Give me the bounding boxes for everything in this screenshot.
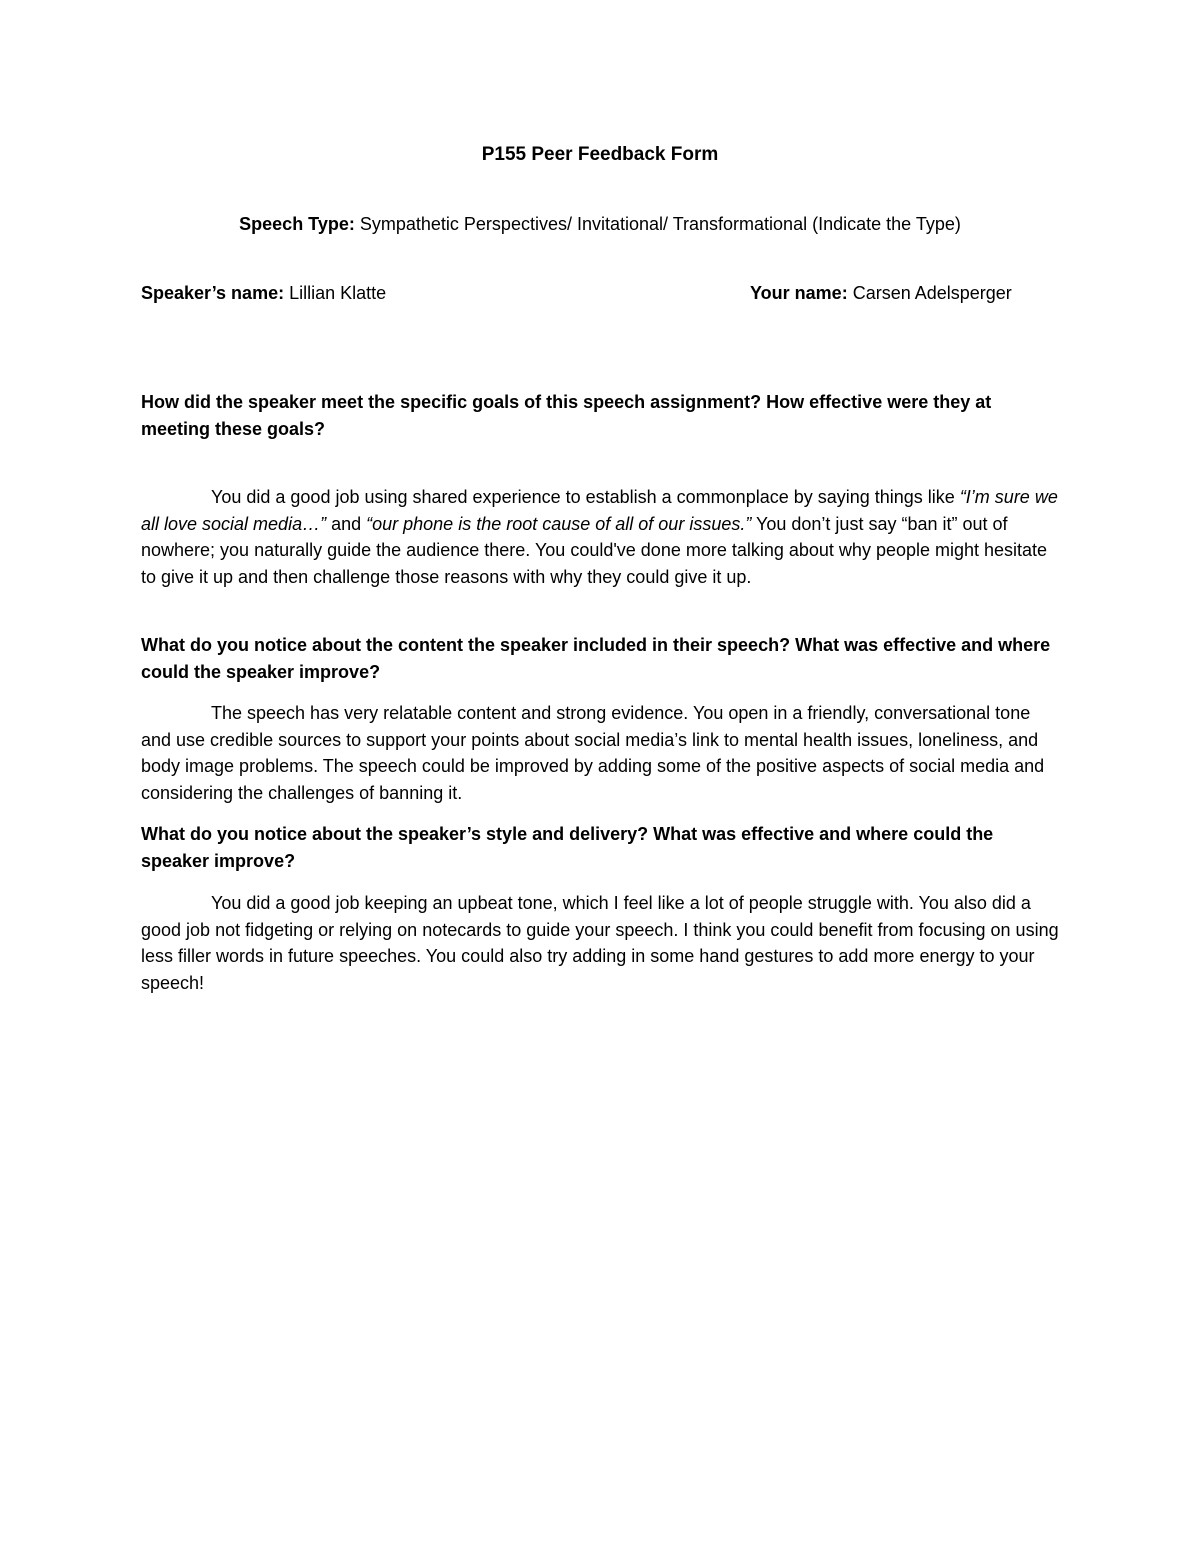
- answer-goals-text-3: You don’t just say “ban it” out of nowhere; you naturally guide the audience there. You could've done more talking about why people might hesitate to give it up and then challenge those reasons with why they could give it up.: [141, 513, 1048, 587]
- question-goals: How did the speaker meet the specific goals of this speech assignment? How effective were they at meeting these goals?: [141, 392, 992, 439]
- answer-delivery: [141, 890, 1061, 996]
- form-title: P155 Peer Feedback Form: [481, 144, 719, 165]
- speaker-name-value: Lillian Klatte: [289, 283, 387, 303]
- speech-type-line: [0, 211, 1200, 237]
- question-delivery: What do you notice about the speaker’s style and delivery? What was effective and where could the speaker improve?: [141, 824, 994, 871]
- answer-goals-text-1: You did a good job using shared experience to establish a commonplace by saying things like: [211, 487, 960, 507]
- answer-delivery-text: You did a good job keeping an upbeat tone, which I feel like a lot of people struggle with. You also did a good job not fidgeting or relying on notecards to guide your speech. I think you could benefit from focusing on using less filler words in future speeches. You could also try adding in some hand gestures to add more energy to your speech!: [141, 893, 1059, 993]
- names-line: [141, 280, 1041, 306]
- answer-content: [141, 700, 1061, 806]
- question-content: What do you notice about the content the speaker included in their speech? What was effective and where could the speaker improve?: [141, 635, 1051, 682]
- answer-goals-text-2: and: [326, 513, 367, 534]
- answer-goals-quote-2: “our phone is the root cause of all of our issues.”: [366, 513, 752, 534]
- speech-type-label: Speech Type:: [239, 214, 355, 234]
- speaker-name-field: [141, 280, 386, 306]
- answer-content-text: The speech has very relatable content and strong evidence. You open in a friendly, conversational tone and use credible sources to support your points about social media’s link to mental health issues, loneliness, and body image problems. The speech could be improved by adding some of the positive aspects of social media and considering the challenges of banning it.: [141, 703, 1045, 803]
- speech-type-value: Sympathetic Perspectives/ Invitational/ Transformational (Indicate the Type): [359, 214, 961, 234]
- your-name-label: Your name:: [750, 283, 848, 303]
- your-name-value: Carsen Adelsperger: [852, 283, 1012, 303]
- speaker-name-label: Speaker’s name:: [141, 283, 285, 303]
- answer-goals-quote-1: “I’m sure we all love social media…”: [141, 487, 1058, 534]
- your-name-field: [750, 280, 1012, 306]
- answer-goals: [141, 484, 1061, 590]
